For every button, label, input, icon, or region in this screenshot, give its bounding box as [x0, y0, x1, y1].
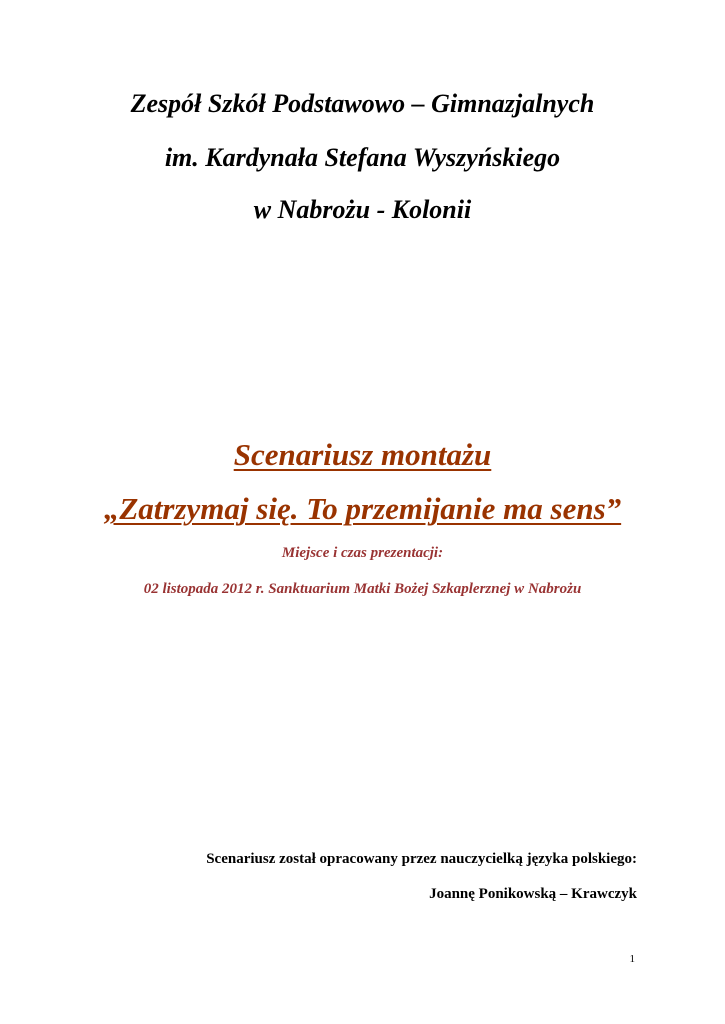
author-name: Joannę Ponikowską – Krawczyk — [429, 886, 637, 902]
school-location-line: w Nabrożu - Kolonii — [253, 195, 472, 224]
presentation-details: 02 listopada 2012 r. Sanktuarium Matki Bożej Szkaplerznej w Nabrożu — [143, 581, 582, 597]
author-intro: Scenariusz został opracowany przez nauczycielką języka polskiego: — [206, 851, 637, 867]
school-name-line: Zespół Szkół Podstawowo – Gimnazjalnych — [130, 89, 595, 118]
document-title: Scenariusz montażu — [233, 437, 492, 472]
presentation-label: Miejsce i czas prezentacji: — [281, 545, 444, 561]
document-subtitle: „Zatrzymaj się. To przemijanie ma sens” — [103, 491, 622, 526]
page-number: 1 — [629, 953, 635, 965]
school-patron-line: im. Kardynała Stefana Wyszyńskiego — [164, 143, 561, 172]
